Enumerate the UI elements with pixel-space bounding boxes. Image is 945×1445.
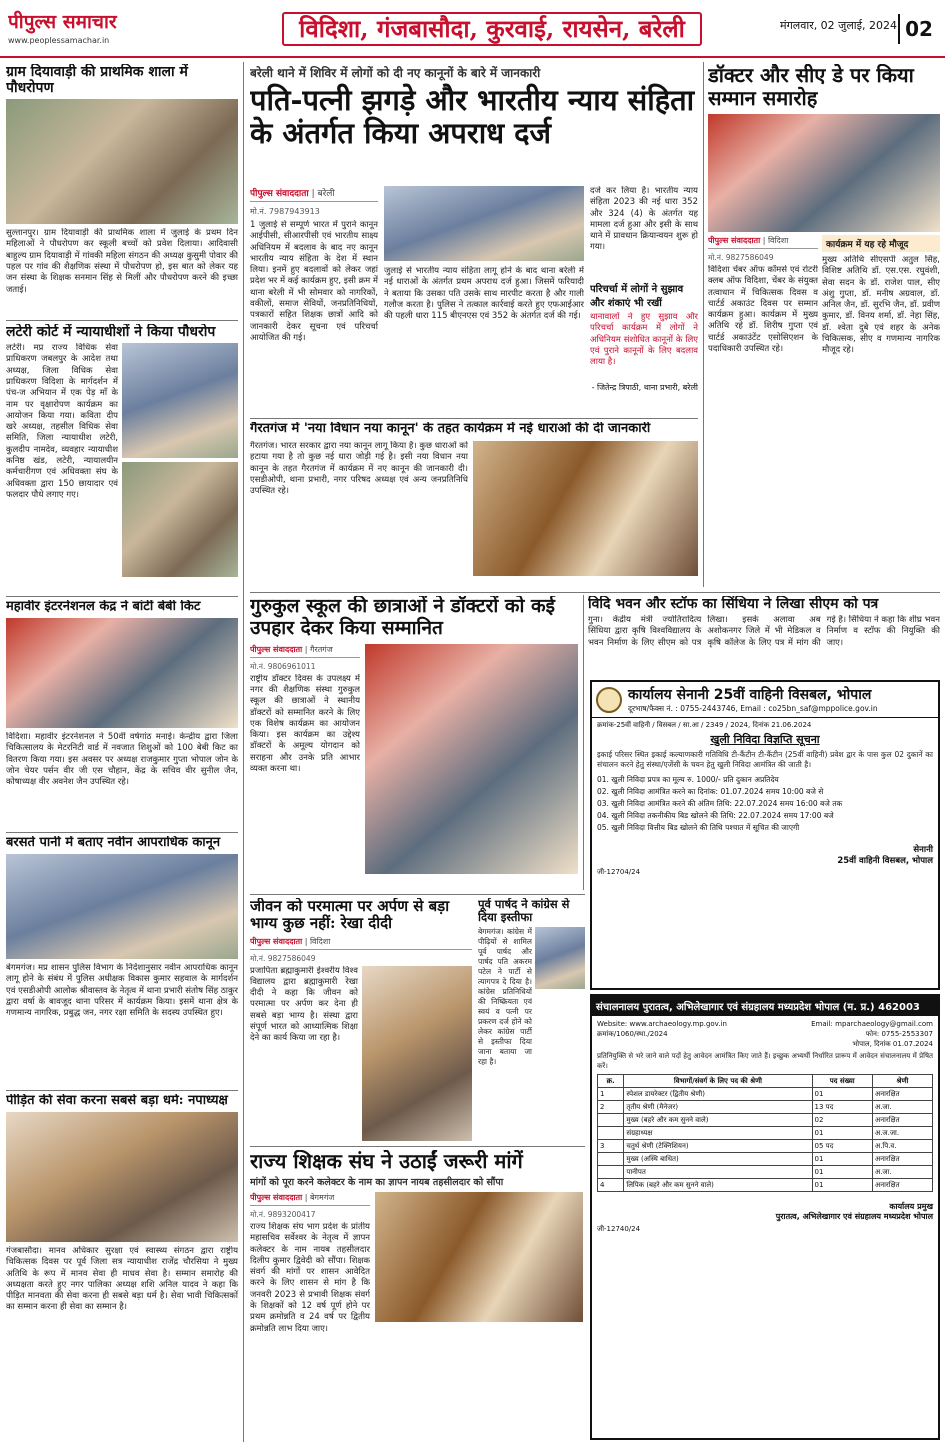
story-body: सुल्तानपुर। ग्राम दियावाड़ी की प्राथमिक शाला में जुलाई के प्रथम दिन महिलाओं ने पौधरोपण कर स्कूली बच्चों को प्रवेश दिलाया। आदिवासी बाहुल्य ग्राम दियावाड़ी में गांवकी महिला संगठन की अध्यक्ष कुसुमी पोवार की पहल पर गांव की शैक्षणिक संस्था में पौधरोपण हो, इस बात को लेकर यह जन संस्था के शिक्षक सनमान सिंह से मिलीं और पौधरोपण करने की इच्छा जताई।: [6, 228, 238, 295]
story-title: बरसते पानी में बताए नवीन आपराधिक कानून: [6, 836, 221, 850]
story-teachers-union: [250, 1150, 585, 1440]
notice-schedule: [597, 774, 933, 834]
story-photo: [6, 854, 238, 959]
story-title: राज्य शिक्षक संघ ने उठाईं जरूरी मांगें: [250, 1150, 523, 1173]
story-body: बेगमगंज। कांग्रेस में पीढ़ियों से शामिल पूर्व पार्षद और पार्षद पति अकरम पटेल ने पार्टी से त्यागपत्र दे दिया है। कांग्रेस प्रतिनिधियों की निष्क्रियता एवं स्वयं व पत्नी पर प्रकरण दर्ज होने को लेकर कांग्रेस पार्टी से इस्तीफा दिया जाना बताया जा रहा है।: [478, 927, 532, 1067]
story-doctor-ca-day: [708, 64, 940, 586]
notice-body: प्रतिनियुक्ति से भरे जाने वाले पदों हेतु आवेदन आमंत्रित किए जाते हैं। इच्छुक अभ्यर्थी निर्धारित प्रारूप में आवेदन संचालनालय में प्रेषित करें।: [597, 1052, 933, 1070]
lead-body-col3: [590, 186, 698, 414]
notice-signatory: सेनानी 25वीं वाहिनी विसबल, भोपाल: [837, 845, 933, 866]
story-title: जीवन को परमात्मा पर अर्पण से बड़ा भाग्य कुछ नहीं: रेखा दीदी: [250, 898, 450, 933]
byline-mobile: मो.नं. 9893200417: [250, 1210, 316, 1219]
story-lateri-court: [6, 324, 238, 594]
table-header-row: [598, 1075, 933, 1088]
recruitment-notice-archaeology: [590, 994, 940, 1440]
lead-headline-block: [250, 64, 698, 182]
lead-title: पति-पत्नी झगड़े और भारतीय न्याय संहिता के अंतर्गत किया अपराध दर्ज: [250, 83, 695, 151]
table-row: मुख्य (बहरे और कम सुनने वाले) 02 अनारक्षित: [598, 1114, 933, 1127]
notice-body: इकाई परिसर स्थित इकाई कल्याणकारी गतिविधि टी-कैंटीन टी-कैंटीन (25वीं वाहिनी) प्रवेश द्वार के पास कुल 02 दुकानें का संचालन करने हेतु संस्था/एजेंसी के चयन हेतु खुली निविदा आमंत्रित की जाती है।: [597, 750, 933, 769]
schedule-row: 01. खुली निविदा प्रपत्र का मूल्य रु. 1000/- प्रति दुकान अप्रतिदेय: [597, 775, 779, 784]
story-title: विदि भवन और स्टॉफ का सिंधिया ने लिखा सीएम को पत्र: [588, 596, 879, 612]
story-body: राज्य शिक्षक संघ भाग प्रदेश के प्रांतीय महासचिव सर्वेश्वर के नेतृत्व में ज्ञापन कलेक्टर के नाम नायब तहसीलदार दिलीप कुमार द्विवेदी को सौंपा। शिक्षक संवर्ग की मांगों पर शासन आवेदित करने के लिए शासन से मांग है कि जनवरी 2023 से प्रभावी शिक्षक संवर्ग के शिक्षकों को 12 वर्ष पूर्ण होने पर प्रथम क्रमोन्नति व 24 वर्ष पर द्वितीय क्रमोन्नति लाभ दिया जाए।: [250, 1222, 370, 1334]
subhead: परिचर्चा में लोगों ने सुझाव और शंकाएं भी रखीं: [590, 284, 684, 309]
police-emblem-icon: [596, 687, 622, 713]
story-body: गैरतगंज। भारत सरकार द्वारा नया कानून लागू किया है। कुछ धाराओं को हटाया गया है तो कुछ नई धारा जोड़ी गई है। इसी नया विधान नया कानून के तहत गैरतगंज में कार्यक्रम में नए कानून की जानकारी दी। एसडीओपी, थाना प्रभारी, नगर परिषद अध्यक्ष एवं अन्य जनप्रतिनिधि उपस्थित रहे।: [250, 440, 468, 497]
divider: [250, 592, 940, 593]
divider: [250, 418, 698, 419]
notice-phone: फोन: 0755-2553307: [865, 1030, 933, 1038]
table-row: 3 चतुर्थ श्रेणी (टेक्निशियन) 05 पद अ.पि.व.: [598, 1140, 933, 1153]
byline-mobile: मो.नं. 9827586049: [250, 953, 316, 963]
notice-date: भोपाल, दिनांक 01.07.2024: [852, 1040, 933, 1048]
issue-date: मंगलवार, 02 जुलाई, 2024: [780, 19, 898, 32]
notice-website[interactable]: Website: www.archaeology.mp.gov.in: [597, 1020, 727, 1028]
lead-body-col1: [250, 186, 378, 414]
story-title: लटेरी कोर्ट में न्यायाधीशों ने किया पौधरोप: [6, 324, 216, 340]
table-row: 4 लिपिक (बहरे और कम सुनने वाले) 01 अनारक्षित: [598, 1179, 933, 1192]
story-subtitle: मांगों को पूरा करने कलेक्टर के नाम का ज्ञापन नायब तहसीलदार को सौंपा: [250, 1177, 504, 1188]
notice-email[interactable]: Email: mparchaeology@gmail.com: [811, 1020, 933, 1028]
notice-signatory: कार्यालय प्रमुख पुरातत्व, अभिलेखागार एवं संग्रहालय मध्यप्रदेश भोपाल: [775, 1202, 933, 1221]
divider: [250, 894, 585, 895]
story-body: दर्ज कर लिया है। भारतीय न्याय संहिता 2023 की नई धारा 352 और 324 (4) के अंतर्गत यह मामला दर्ज हुआ और इसी के साथ थाने में प्रावधान क्रियान्वयन शुरू हो गया।: [590, 186, 698, 253]
notice-ref: क्रमांक/1060/स्था./2024: [597, 1030, 668, 1038]
byline: पीपुल्स संवाददाता | बरेली: [250, 186, 378, 202]
column-header: विभागों/संवर्ग के लिए पद की श्रेणी: [624, 1075, 812, 1088]
notice-title: कार्यालय सेनानी 25वीं वाहिनी विसबल, भोपाल: [628, 687, 872, 703]
story-photo: [708, 114, 940, 232]
notice-contact[interactable]: दूरभाष/फैक्स नं. : 0755-2443746, Email : co25bn_saf@mppolice.gov.in: [628, 704, 878, 713]
attendee-list: मुख्य अतिथि सीएसपी अतुल सिंह, विशिष्ट अतिथि डॉ. एस.एस. रघुवंशी, सेवा सदन के डॉ. राजेश पाल, सीए अंशु गुप्ता, डॉ. मनीष अग्रवाल, डॉ. अनिल जैन, डॉ. सुरभि जैन, डॉ. प्रवीण कुमार, डॉ. विनय शर्मा, डॉ. नेहा सिंह, डॉ. श्वेता दुबे एवं शहर के अनेक चिकित्सक, सीए व गणमान्य नागरिक मौजूद रहे।: [822, 255, 940, 356]
story-title: गुरुकुल स्कूल की छात्राओं ने डॉक्टरों को कई उपहार देकर किया सम्मानित: [250, 596, 555, 639]
schedule-row: 05. खुली निविदा वित्तीय बिड खोलने की तिथि पश्चात में सूचित की जाएगी: [597, 823, 800, 832]
story-body: 1 जुलाई से सम्पूर्ण भारत में पुराने कानून आईपीसी, सीआरपीसी एवं भारतीय साक्ष्य अधिनियम में बदलाव के बाद नए कानून भारतीय न्याय संहिता के देश में स्थान लिया। इनमें हुए बदलावों को लेकर जहां प्रदेश भर में कई कार्यक्रम हुए, इसी क्रम में थाना बरेली में भी सोमवार को नागरिकों, वकीलों, समाज सेवियों, जनप्रतिनिधियों, पत्रकारों सहित शिक्षक छात्रों आदि को जानकारी देकर सूचना एवं परिचर्चा आयोजित की गई।: [250, 220, 378, 343]
divider: [6, 596, 238, 597]
logo-text: पीपुल्स समाचार: [8, 11, 117, 33]
byline: पीपुल्स संवाददाता | बेगमगंज: [250, 1192, 370, 1206]
portrait-photo: [535, 927, 585, 989]
table-row: मुख्य (अस्थि बाधित) 01 अनारक्षित: [598, 1153, 933, 1166]
byline-mobile: मो.नं. 7987943913: [250, 207, 320, 216]
story-title: गैरतगंज में 'नया विधान नया कानून' के तहत कार्यक्रम में नई धाराओं की दी जानकारी: [250, 422, 651, 436]
story-victim-service: [6, 1094, 238, 1439]
story-photo: [122, 343, 238, 458]
story-body: बेगमगंज। मप्र शासन पुलिस विभाग के निर्देशानुसार नवीन आपराधिक कानून लागू होने के संबंध में पुलिस अधीक्षक विकास कुमार सहवाल के मार्गदर्शन एवं एसडीओपी आलोक श्रीवास्तव के नेतृत्व में थाना प्रभारी संतोष सिंह ठाकुर द्वारा वर्षा के बावजूद थाना परिसर में कार्यक्रम किया। इसमें थाना क्षेत्र के गणमान्य नागरिक, प्रबुद्ध जन, नगर रक्षा समिति के सदस्य उपस्थित हुए।: [6, 962, 238, 1019]
lead-photo: [384, 186, 584, 261]
quote-attribution: - जितेन्द्र त्रिपाठी, थाना प्रभारी, बरेली: [591, 383, 698, 392]
logo-url[interactable]: www.peoplessamachar.in: [8, 36, 110, 45]
story-baby-kit: [6, 600, 238, 830]
lead-body-col2: [384, 266, 584, 414]
story-rekha-didi: [250, 898, 472, 1143]
notice-code: जी-12704/24: [597, 868, 641, 876]
story-photo: [473, 441, 698, 576]
story-title: महावीर इंटरनेशनल केंद्र ने बांटीं बेबी किट: [6, 600, 201, 614]
tender-notice-saf: [590, 680, 940, 990]
story-body: विदिशा चेंबर ऑफ कॉमर्स एवं रोटरी क्लब ऑफ विदिशा, चेंबर के संयुक्त तत्वाधान में चिकित्सक दिवस व चार्टर्ड अकाउंट दिवस पर सम्मान कार्यक्रम हुआ। कार्यक्रम में मुख्य अतिथि रहे डॉ. शिरीष गुप्ता एवं चार्टर्ड अकाउंटेंट एसोसिएशन के पदाधिकारी उपस्थित रहे।: [708, 265, 818, 355]
column-header: श्रेणी: [872, 1075, 932, 1088]
story-body: विदिशा। महावीर इंटरनेशनल ने 50वीं वर्षगांठ मनाई। केन्द्रीय द्वारा जिला चिकित्सालय के मेटरनिटी वार्ड में नवजात शिशुओं को 100 बेबी किट का वितरण किया गया। इस अवसर पर अध्यक्ष राजकुमार गुप्ता भोपाल जोन के जोन चेयर पर्सन वीर जी एस चौहान, केंद्र के सचिव वीर सुनील जैन, कोषाध्यक्ष वीर अवनेश जैन उपस्थित रहे।: [6, 731, 238, 788]
story-photo: [6, 1112, 238, 1242]
story-body: राष्ट्रीय डॉक्टर दिवस के उपलक्ष्य में नगर की शैक्षणिक संस्था गुरुकुल स्कूल की छात्राओं ने स्थानीय डॉक्टरों को सम्मानित करने के लिए एक विशेष कार्यक्रम का आयोजन किया। इस कार्यक्रम का उद्देश्य डॉक्टरों के अमूल्य योगदान को सराहना और उनके प्रति आभार व्यक्त करना था।: [250, 673, 360, 775]
byline: पीपुल्स संवाददाता | गैरतगंज: [250, 644, 360, 658]
schedule-row: 03. खुली निविदा आमंत्रित करने की अंतिम तिथि: 22.07.2024 समय 16:00 बजे तक: [597, 799, 843, 808]
photo-caption: कार्यक्रम में यह रहे मौजूद: [822, 235, 940, 252]
schedule-row: 04. खुली निविदा तकनीकीय बिड खोलने की तिथि: 22.07.2024 समय 17:00 बजे: [597, 811, 834, 820]
divider: [6, 832, 238, 833]
table-row: संग्रहाध्यक्ष 01 अ.ज.जा.: [598, 1127, 933, 1140]
story-body: गुना। केंद्रीय मंत्री ज्योतिरादित्य सिंधिया द्वारा कृषि विश्वविद्यालय के भवन निर्माण के लिए सीएम को पत्र लिखा। इसके अलावा अब अशोकनगर जिले में भी मेडिकल व कृषि कॉलेज के लिए पत्र में मांग की गई है। सिंधिया ने कहा कि शीघ्र भवन निर्माण व स्टॉफ की नियुक्ति की जाए।: [588, 615, 940, 648]
pull-quote: थानावालों ने हुए सुझाव और परिचर्चा कार्यक्रम में लोगों ने अधिनियम संशोधित कानूनों के लिए एवं पुराने कानूनों के लिए बदलाव लाया है।: [590, 312, 698, 368]
story-vidi-bhavan: [588, 596, 940, 676]
byline: पीपुल्स संवाददाता | विदिशा: [708, 235, 818, 249]
page-number: 02: [898, 14, 938, 44]
story-plantation-school: [6, 64, 238, 319]
column-rule: [703, 62, 704, 587]
column-rule: [243, 62, 244, 1442]
story-body: जुलाई से भारतीय न्याय संहिता लागू होने के बाद थाना बरेली में नई धाराओं के अंतर्गत प्रथम अपराध दर्ज हुआ। जिसमें फरियादी ने बताया कि उसका पति उसके साथ मारपीट करता है और गाली गलौज करता है। पुलिस ने तत्काल कार्रवाई करते हुए एफआईआर की पहली धारा 115 बीएनएस एवं 352 के अंतर्गत दर्ज की गई।: [384, 266, 584, 322]
story-photo: [362, 966, 472, 1141]
notice-ref: क्रमांक-25वीं वाहिनी / विसबल / सा.आ / 2349 / 2024, दिनांक 21.06.2024: [597, 721, 812, 729]
lead-kicker: बरेली थाने में शिविर में लोगों को दी नए कानूनों के बारे में जानकारी: [250, 66, 541, 80]
story-photo: [122, 462, 238, 577]
notice-title: संचालनालय पुरातत्व, अभिलेखागार एवं संग्रहालय मध्यप्रदेश भोपाल (म. प्र.) 462003: [592, 996, 938, 1016]
table-row: 1 स्पेशल डायरेक्टर (द्वितीय श्रेणी) 01 अनारक्षित: [598, 1088, 933, 1101]
story-gairatganj-law: [250, 422, 698, 590]
logo: [8, 8, 168, 50]
table-row: 2 तृतीय श्रेणी (मैनेजर) 13 पद अ.जा.: [598, 1101, 933, 1114]
story-photo: [365, 644, 578, 874]
column-header: पद संख्या: [812, 1075, 872, 1088]
story-photo: [375, 1192, 583, 1322]
story-new-criminal-law: [6, 836, 238, 1088]
story-photo: [6, 99, 238, 224]
story-body: गंजबासौदा। मानव अधिकार सुरक्षा एवं स्वास्थ्य संगठन द्वारा राष्ट्रीय चिकित्सक दिवस पर पूर्व जिला सत्र न्यायाधीश राजेंद्र चौरसिया ने मुख्य अतिथि के रूप में मानव सेवा ही माधव सेवा है। सम्मान समारोह की अध्यक्षता करते हुए नगर पालिका अध्यक्ष शशि अनिल यादव ने कहा कि पीड़ित मानवता की सेवा करना ही सबसे बड़ा धर्म है। सेवा भावी चिकित्सकों का सम्मान करना ही सेवा का सम्मान है।: [6, 1245, 238, 1313]
story-body: प्रजापिता ब्रह्माकुमारी ईश्वरीय विश्व विद्यालय द्वारा ब्रह्माकुमारी रेखा दीदी ने कहा कि जीवन को परमात्मा पर अर्पण कर देना ही सबसे बड़ा भाग्य है। संस्था द्वारा संपूर्ण भारत को आध्यात्मिक शिक्षा देने का कार्य किया जा रहा है।: [250, 965, 358, 1044]
story-title: पूर्व पार्षद ने कांग्रेस से दिया इस्तीफा: [478, 898, 570, 925]
schedule-row: 02. खुली निविदा आमंत्रित करने का दिनांक: 01.07.2024 समय 10:00 बजे से: [597, 787, 824, 796]
story-photo: [6, 618, 238, 728]
divider: [6, 1090, 238, 1091]
story-gurukul-school: [250, 596, 578, 891]
story-body: लटेरी। मप्र राज्य विधिक सेवा प्राधिकरण जबलपुर के आदेश तथा अध्यक्ष, जिला विधिक सेवा प्राधिकरण विदिशा के मार्गदर्शन में पंच-ज अभियान में एक पेड़ माँ के नाम पर वृक्षारोपण कार्यक्रम का आयोजन किया गया। कविता दीप खरे अध्यक्ष, तहसील विधिक सेवा समिति, जिला न्यायाधीश लटेरी, कुलदीप नामदेव, व्यवहार न्यायाधीश कनिष्ठ खंड, लटेरी, न्यायालयीन कर्मचारीगण एवं अधिवक्ता संघ के अधिवक्ता द्वारा 150 छायादार एवं फलदार पौधे लगाए गए।: [6, 343, 118, 500]
byline-mobile: मो.नं. 9806961011: [250, 661, 316, 671]
table-row: पानीपत 01 अ.जा.: [598, 1166, 933, 1179]
divider: [250, 1146, 585, 1147]
notice-heading: खुली निविदा विज्ञप्ति सूचना: [710, 733, 820, 746]
column-rule: [583, 595, 584, 890]
divider: [6, 320, 238, 321]
story-title: पीड़ित की सेवा करना सबसे बड़ा धर्म: नपाध्यक्ष: [6, 1094, 228, 1108]
byline-mobile: मो.नं. 9827586049: [708, 253, 774, 262]
masthead: [0, 0, 945, 58]
column-header: क्र.: [598, 1075, 624, 1088]
posts-table: [597, 1074, 933, 1192]
region-banner: विदिशा, गंजबासौदा, कुरवाई, रायसेन, बरेली: [282, 12, 702, 46]
story-title: डॉक्टर और सीए डे पर किया सम्मान समारोह: [708, 64, 914, 110]
story-former-councillor: [478, 898, 586, 1143]
story-title: ग्राम दियावाड़ी की प्राथमिक शाला में पौधरोपण: [6, 64, 188, 97]
byline: पीपुल्स संवाददाता | विदिशा: [250, 936, 472, 950]
notice-code: जी-12740/24: [597, 1225, 641, 1233]
